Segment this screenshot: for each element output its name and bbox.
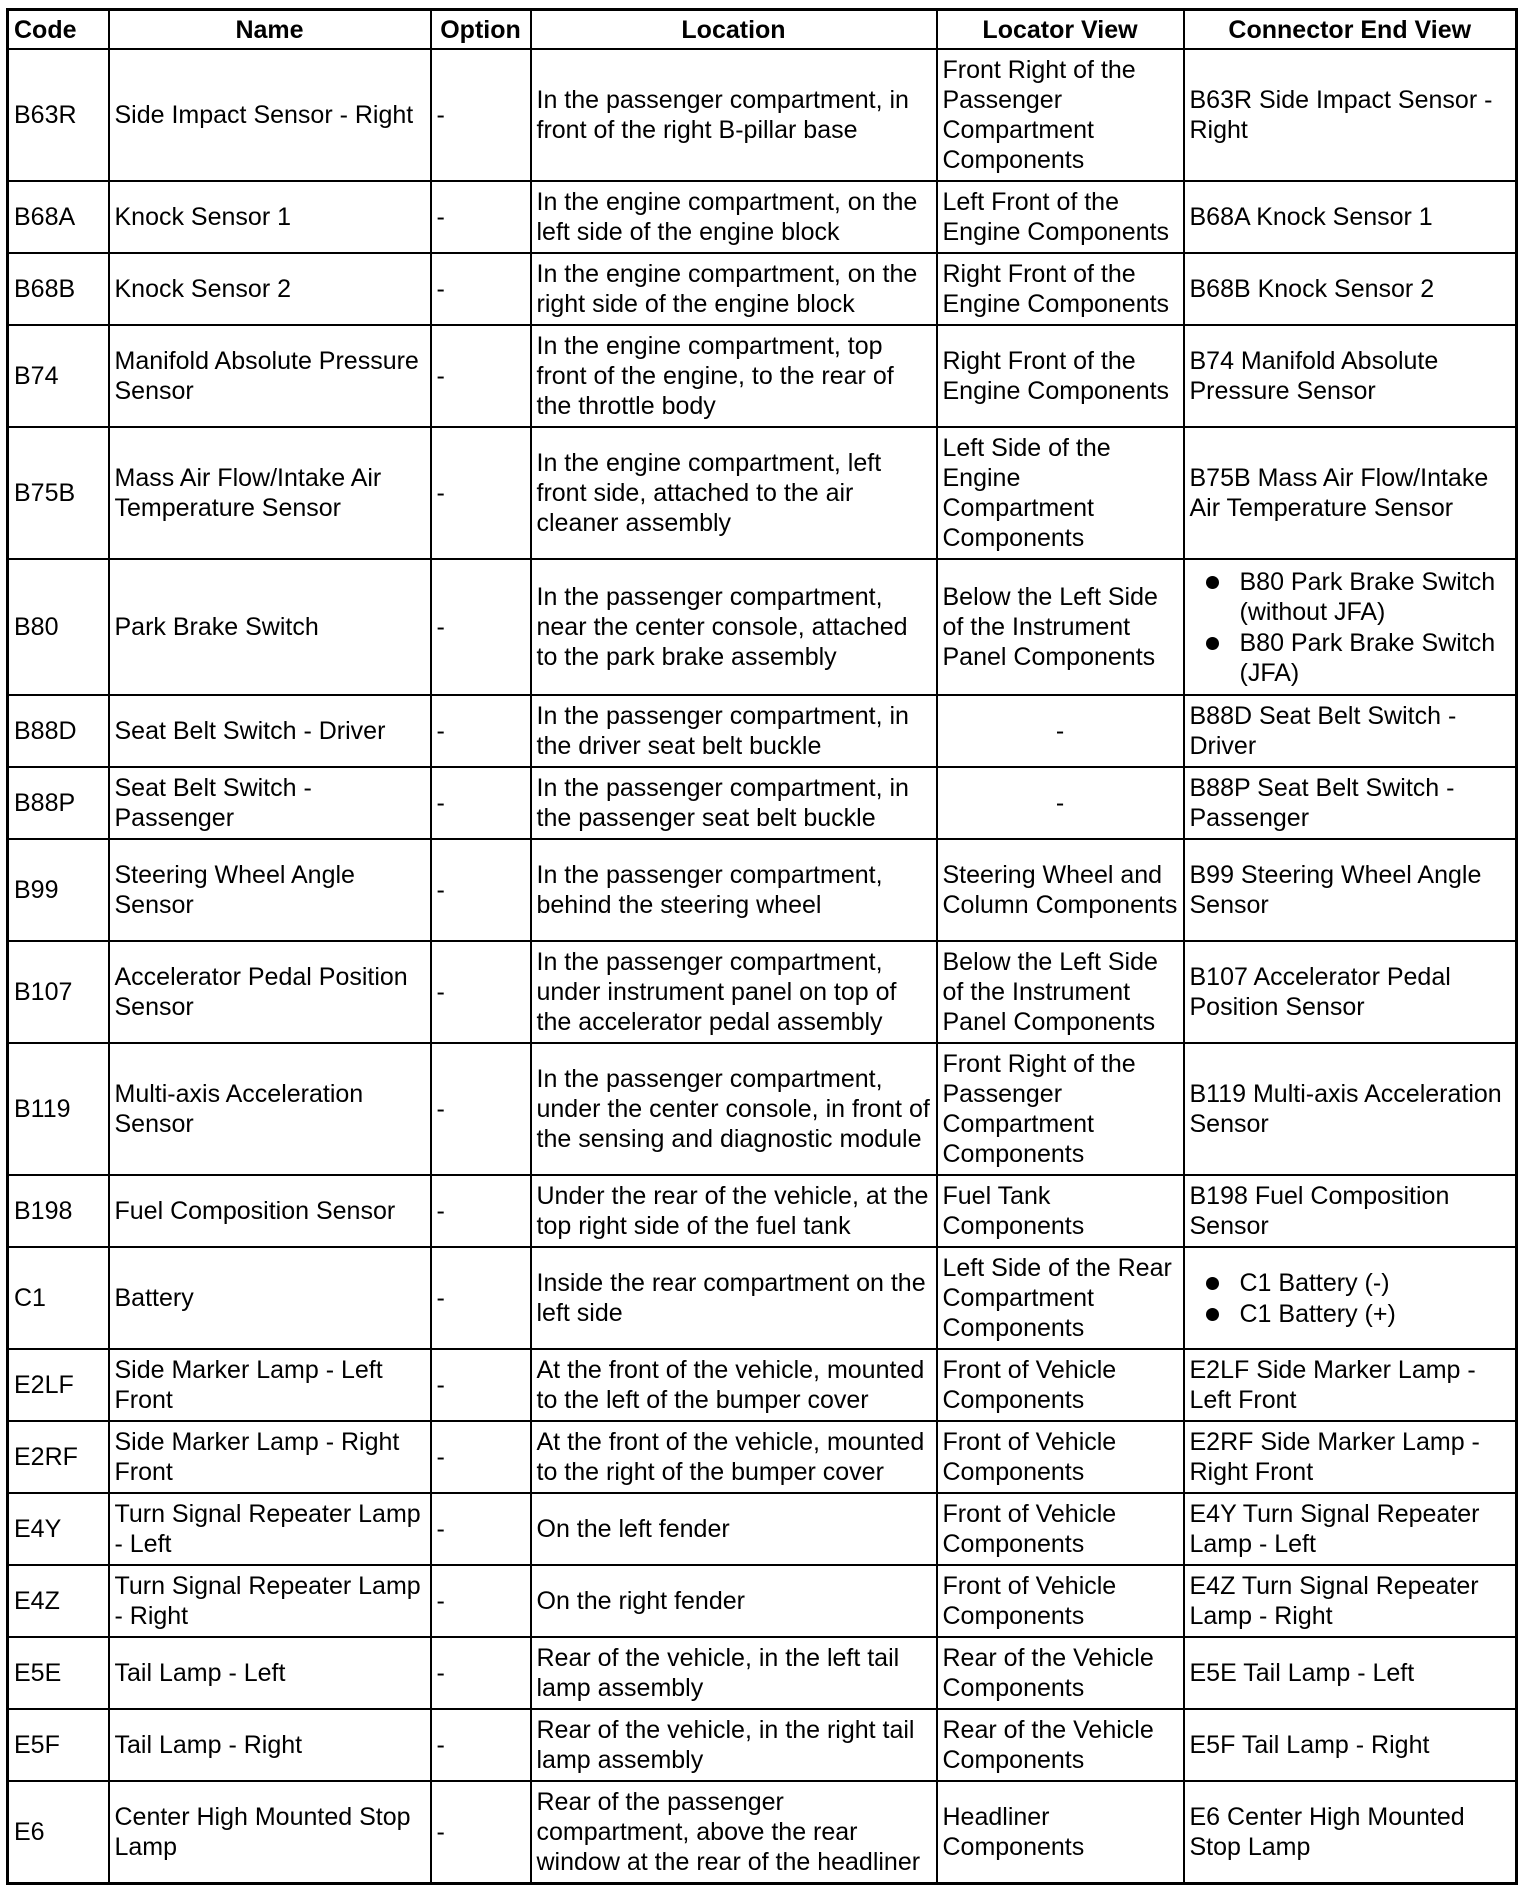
cell-code: B88P [8, 767, 109, 839]
cell-option: - [431, 839, 531, 941]
cell-connector-end-view: B88D Seat Belt Switch - Driver [1184, 695, 1517, 767]
cell-code: E2LF [8, 1349, 109, 1421]
cell-location: In the engine compartment, on the left side of the engine block [531, 181, 937, 253]
header-option: Option [431, 10, 531, 50]
cell-name: Center High Mounted Stop Lamp [109, 1781, 431, 1883]
table-row [8, 695, 1517, 767]
cell-option: - [431, 1493, 531, 1565]
cell-code: B119 [8, 1043, 109, 1175]
cell-code: B68B [8, 253, 109, 325]
cell-locator-view: Front Right of the Passenger Compartment Components [937, 49, 1184, 181]
cell-option: - [431, 1709, 531, 1781]
cell-location: In the passenger compartment, under the center console, in front of the sensing and diagnostic module [531, 1043, 937, 1175]
table-row [8, 1175, 1517, 1247]
cell-code: E2RF [8, 1421, 109, 1493]
cell-connector-end-view: E2LF Side Marker Lamp - Left Front [1184, 1349, 1517, 1421]
cell-name: Tail Lamp - Right [109, 1709, 431, 1781]
cell-option: - [431, 767, 531, 839]
cell-code: E5F [8, 1709, 109, 1781]
cell-option: - [431, 49, 531, 181]
table-row [8, 253, 1517, 325]
cell-code: B80 [8, 559, 109, 695]
cell-locator-view: Front of Vehicle Components [937, 1565, 1184, 1637]
cell-connector-end-view: E6 Center High Mounted Stop Lamp [1184, 1781, 1517, 1883]
cell-code: B198 [8, 1175, 109, 1247]
header-connector-end-view: Connector End View [1184, 10, 1517, 50]
cell-option: - [431, 1043, 531, 1175]
cell-name: Seat Belt Switch - Passenger [109, 767, 431, 839]
cell-locator-view: Left Side of the Rear Compartment Components [937, 1247, 1184, 1349]
cell-location: Inside the rear compartment on the left side [531, 1247, 937, 1349]
table-row [8, 1493, 1517, 1565]
cell-connector-end-view: B63R Side Impact Sensor - Right [1184, 49, 1517, 181]
table-row [8, 1781, 1517, 1883]
table-row [8, 559, 1517, 695]
cell-location: In the passenger compartment, under instrument panel on top of the accelerator pedal assembly [531, 941, 937, 1043]
table-row [8, 427, 1517, 559]
cell-location: On the right fender [531, 1565, 937, 1637]
cell-name: Knock Sensor 1 [109, 181, 431, 253]
table-row [8, 325, 1517, 427]
cell-connector-end-view: B74 Manifold Absolute Pressure Sensor [1184, 325, 1517, 427]
cell-connector-end-view: B68B Knock Sensor 2 [1184, 253, 1517, 325]
cell-name: Tail Lamp - Left [109, 1637, 431, 1709]
cell-connector-end-view: E5F Tail Lamp - Right [1184, 1709, 1517, 1781]
header-locator-view: Locator View [937, 10, 1184, 50]
cell-name: Side Impact Sensor - Right [109, 49, 431, 181]
connector-list-text: C1 Battery (-) [1239, 1268, 1390, 1297]
cell-name: Seat Belt Switch - Driver [109, 695, 431, 767]
cell-location: Rear of the passenger compartment, above the rear window at the rear of the headliner [531, 1781, 937, 1883]
table-row [8, 1247, 1517, 1349]
table-row [8, 1709, 1517, 1781]
cell-option: - [431, 181, 531, 253]
cell-locator-view: Rear of the Vehicle Components [937, 1709, 1184, 1781]
cell-code: B75B [8, 427, 109, 559]
cell-locator-view: Left Side of the Engine Compartment Components [937, 427, 1184, 559]
table-row [8, 49, 1517, 181]
cell-connector-end-view: E4Z Turn Signal Repeater Lamp - Right [1184, 1565, 1517, 1637]
cell-location: In the engine compartment, top front of the engine, to the rear of the throttle body [531, 325, 937, 427]
table-row [8, 839, 1517, 941]
cell-locator-view: Rear of the Vehicle Components [937, 1637, 1184, 1709]
cell-location: In the engine compartment, left front side, attached to the air cleaner assembly [531, 427, 937, 559]
cell-locator-view: Front of Vehicle Components [937, 1421, 1184, 1493]
cell-code: E6 [8, 1781, 109, 1883]
table-row [8, 1349, 1517, 1421]
cell-connector-end-view: E5E Tail Lamp - Left [1184, 1637, 1517, 1709]
cell-code: B74 [8, 325, 109, 427]
cell-code: B88D [8, 695, 109, 767]
cell-location: In the passenger compartment, near the center console, attached to the park brake assembly [531, 559, 937, 695]
cell-name: Steering Wheel Angle Sensor [109, 839, 431, 941]
cell-location: Rear of the vehicle, in the right tail lamp assembly [531, 1709, 937, 1781]
cell-option: - [431, 1781, 531, 1883]
cell-option: - [431, 1247, 531, 1349]
header-name: Name [109, 10, 431, 50]
connector-list-text: C1 Battery (+) [1239, 1299, 1396, 1328]
cell-connector-end-view: B119 Multi-axis Acceleration Sensor [1184, 1043, 1517, 1175]
cell-name: Battery [109, 1247, 431, 1349]
cell-locator-view: Right Front of the Engine Components [937, 253, 1184, 325]
table-row [8, 941, 1517, 1043]
cell-location: On the left fender [531, 1493, 937, 1565]
table-row [8, 1637, 1517, 1709]
cell-option: - [431, 695, 531, 767]
bullet-icon [1206, 637, 1219, 650]
cell-location: At the front of the vehicle, mounted to the right of the bumper cover [531, 1421, 937, 1493]
cell-location: In the passenger compartment, in the passenger seat belt buckle [531, 767, 937, 839]
header-row [8, 10, 1517, 50]
cell-connector-end-view: B107 Accelerator Pedal Position Sensor [1184, 941, 1517, 1043]
cell-location: In the engine compartment, on the right side of the engine block [531, 253, 937, 325]
cell-locator-view: Left Front of the Engine Components [937, 181, 1184, 253]
cell-locator-view: Fuel Tank Components [937, 1175, 1184, 1247]
cell-connector-end-view: E4Y Turn Signal Repeater Lamp - Left [1184, 1493, 1517, 1565]
connector-list-text: B80 Park Brake Switch (JFA) [1239, 628, 1496, 687]
cell-name: Accelerator Pedal Position Sensor [109, 941, 431, 1043]
cell-name: Manifold Absolute Pressure Sensor [109, 325, 431, 427]
cell-location: In the passenger compartment, in the driver seat belt buckle [531, 695, 937, 767]
cell-locator-view: Below the Left Side of the Instrument Panel Components [937, 559, 1184, 695]
table-row [8, 767, 1517, 839]
cell-locator-view: Right Front of the Engine Components [937, 325, 1184, 427]
cell-name: Mass Air Flow/Intake Air Temperature Sensor [109, 427, 431, 559]
cell-locator-view: Front of Vehicle Components [937, 1493, 1184, 1565]
cell-option: - [431, 1637, 531, 1709]
cell-code: E4Z [8, 1565, 109, 1637]
cell-option: - [431, 325, 531, 427]
cell-code: E5E [8, 1637, 109, 1709]
cell-connector-end-view: E2RF Side Marker Lamp - Right Front [1184, 1421, 1517, 1493]
cell-connector-end-view: B198 Fuel Composition Sensor [1184, 1175, 1517, 1247]
cell-code: B63R [8, 49, 109, 181]
table-row [8, 1043, 1517, 1175]
cell-code: C1 [8, 1247, 109, 1349]
cell-code: B99 [8, 839, 109, 941]
cell-locator-view: Headliner Components [937, 1781, 1184, 1883]
connector-list [1190, 1268, 1511, 1329]
cell-connector-end-view: B99 Steering Wheel Angle Sensor [1184, 839, 1517, 941]
cell-location: Rear of the vehicle, in the left tail lamp assembly [531, 1637, 937, 1709]
cell-option: - [431, 1565, 531, 1637]
cell-name: Turn Signal Repeater Lamp - Right [109, 1565, 431, 1637]
cell-name: Fuel Composition Sensor [109, 1175, 431, 1247]
connector-list-item [1206, 1268, 1511, 1298]
bullet-icon [1206, 1308, 1219, 1321]
cell-locator-view: Front Right of the Passenger Compartment Components [937, 1043, 1184, 1175]
bullet-icon [1206, 576, 1219, 589]
cell-locator-view: - [937, 767, 1184, 839]
cell-locator-view: - [937, 695, 1184, 767]
cell-name: Knock Sensor 2 [109, 253, 431, 325]
bullet-icon [1206, 1277, 1219, 1290]
cell-location: In the passenger compartment, in front of the right B-pillar base [531, 49, 937, 181]
cell-connector-end-view: B88P Seat Belt Switch - Passenger [1184, 767, 1517, 839]
cell-option: - [431, 559, 531, 695]
connector-list-text: B80 Park Brake Switch (without JFA) [1239, 567, 1496, 626]
cell-name: Side Marker Lamp - Right Front [109, 1421, 431, 1493]
cell-option: - [431, 1349, 531, 1421]
table-row [8, 1421, 1517, 1493]
cell-code: B68A [8, 181, 109, 253]
component-locator-table [6, 8, 1518, 1885]
cell-location: At the front of the vehicle, mounted to the left of the bumper cover [531, 1349, 937, 1421]
cell-name: Park Brake Switch [109, 559, 431, 695]
connector-list-item [1206, 567, 1511, 627]
connector-list-item [1206, 628, 1511, 688]
cell-name: Turn Signal Repeater Lamp - Left [109, 1493, 431, 1565]
cell-connector-end-view [1184, 1247, 1517, 1349]
cell-connector-end-view: B68A Knock Sensor 1 [1184, 181, 1517, 253]
table-row [8, 181, 1517, 253]
cell-option: - [431, 427, 531, 559]
connector-list-item [1206, 1299, 1511, 1329]
table-row [8, 1565, 1517, 1637]
connector-list [1190, 567, 1511, 688]
cell-connector-end-view: B75B Mass Air Flow/Intake Air Temperature Sensor [1184, 427, 1517, 559]
cell-connector-end-view [1184, 559, 1517, 695]
cell-option: - [431, 941, 531, 1043]
cell-option: - [431, 1421, 531, 1493]
header-location: Location [531, 10, 937, 50]
header-code: Code [8, 10, 109, 50]
cell-option: - [431, 253, 531, 325]
cell-name: Side Marker Lamp - Left Front [109, 1349, 431, 1421]
cell-name: Multi-axis Acceleration Sensor [109, 1043, 431, 1175]
cell-code: B107 [8, 941, 109, 1043]
cell-code: E4Y [8, 1493, 109, 1565]
cell-option: - [431, 1175, 531, 1247]
cell-location: Under the rear of the vehicle, at the top right side of the fuel tank [531, 1175, 937, 1247]
table-body [8, 49, 1517, 1883]
cell-locator-view: Front of Vehicle Components [937, 1349, 1184, 1421]
cell-locator-view: Below the Left Side of the Instrument Panel Components [937, 941, 1184, 1043]
cell-locator-view: Steering Wheel and Column Components [937, 839, 1184, 941]
cell-location: In the passenger compartment, behind the steering wheel [531, 839, 937, 941]
